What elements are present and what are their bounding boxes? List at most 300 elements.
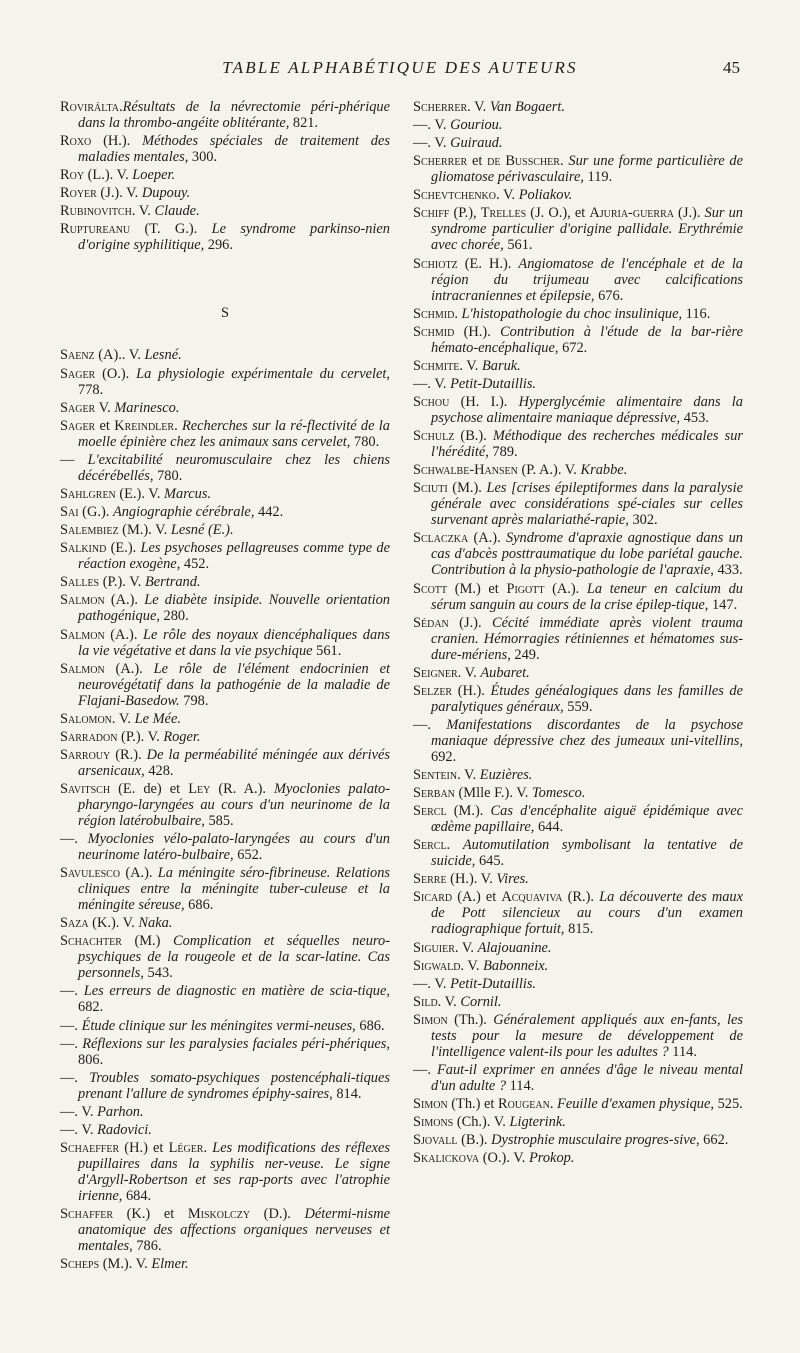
index-entry <box>413 615 743 663</box>
entry-connector: (P.). V. <box>117 728 164 745</box>
index-entry <box>413 205 743 253</box>
entry-page-ref: 645. <box>475 853 505 870</box>
entry-title: Cécité immédiate après violent trauma cranien. Hémorragies rétiniennes et hématomes sus-dure-mériens, <box>431 614 743 663</box>
index-entry <box>60 627 390 659</box>
entry-author: Sigwald. <box>413 957 465 974</box>
index-entry <box>413 1150 743 1166</box>
entry-author: Serre <box>413 871 447 888</box>
entry-author: Schwalbe-Hansen <box>413 462 518 479</box>
index-entry <box>413 480 743 528</box>
entry-author: Sager <box>60 365 96 382</box>
entry-connector: (A).. V. <box>94 347 145 364</box>
entry-title: Babonneix. <box>483 957 549 974</box>
entry-page-ref: 672. <box>558 339 588 356</box>
entry-title: Parhon. <box>97 1103 144 1120</box>
entry-title: Cornil. <box>460 993 502 1010</box>
entry-title: Lesné. <box>144 347 182 364</box>
entry-title: Dystrophie musculaire progres-sive, <box>491 1132 700 1149</box>
entry-title: L'histopathologie du choc insulinique, <box>461 305 683 322</box>
index-entry <box>413 683 743 715</box>
entry-connector: (B.). <box>454 428 493 445</box>
entry-title: Poliakov. <box>518 187 573 204</box>
entry-title: Le Mée. <box>134 710 181 727</box>
entry-title: Roger. <box>163 728 201 745</box>
entry-page-ref: 780. <box>350 433 380 450</box>
entry-author: Sager <box>60 399 96 416</box>
entry-connector: (H.). <box>452 682 491 699</box>
entry-author: Sclaczka <box>413 530 469 547</box>
index-entry <box>60 522 390 538</box>
index-entry <box>413 581 743 613</box>
index-entry <box>60 592 390 624</box>
entry-connector: (O.). V. <box>479 1150 529 1167</box>
index-entry <box>413 256 743 304</box>
index-entry <box>413 665 743 681</box>
entry-author: Sentein. <box>413 766 461 783</box>
index-entry <box>60 574 390 590</box>
entry-author: —. <box>60 831 78 848</box>
entry-connector <box>450 837 463 853</box>
entry-page-ref: 815. <box>564 921 594 938</box>
entry-page-ref: 442. <box>254 504 284 521</box>
entry-page-ref: 692. <box>431 748 457 765</box>
entry-connector: (H.). V. <box>446 871 497 888</box>
entry-author: —. <box>60 1017 78 1034</box>
entry-connector: V. <box>431 975 451 992</box>
entry-connector: V. <box>431 135 451 152</box>
entry-connector: (A.). <box>544 580 587 597</box>
entry-connector: (J.). <box>448 614 492 631</box>
entry-connector: (P. A.). V. <box>517 462 581 479</box>
entry-title: Les modifications des réflexes pupillaires dans la syphilis ner-veuse. Le signe d'Argyll-Robertson et ses rap-ports avec l'atrophie irienne, <box>78 1140 390 1204</box>
entry-coauthor: Kreindler. <box>114 417 178 434</box>
entry-connector: (M.) <box>121 933 173 950</box>
page-number: 45 <box>723 58 740 77</box>
index-entry <box>60 661 390 709</box>
entry-coauthor: Ley <box>188 780 211 797</box>
index-entry <box>60 486 390 502</box>
entry-title: Radovici. <box>97 1121 152 1138</box>
entry-connector <box>78 831 88 847</box>
entry-title: La teneur en calcium du sérum sanguin au cours de la crise épilep-tique, <box>431 580 743 613</box>
entry-page-ref: 780. <box>153 467 183 484</box>
entry-connector: V. <box>115 710 135 727</box>
entry-author: —. <box>60 983 78 1000</box>
entry-connector: V. <box>431 375 451 392</box>
entry-author: Saenz <box>60 347 95 364</box>
index-entry <box>413 837 743 869</box>
entry-author: Royer <box>60 185 97 202</box>
entry-title: Cas d'encéphalite aiguë épidémique avec œdème papillaire, <box>431 803 743 836</box>
entry-connector: (J.). V. <box>96 185 142 202</box>
entry-connector: (M.). <box>446 803 491 820</box>
entry-page-ref: 114. <box>506 1078 535 1094</box>
index-entry <box>60 400 390 416</box>
entry-connector: (Th.) et <box>447 1096 499 1113</box>
entry-title: Petit-Dutaillis. <box>450 975 537 992</box>
entry-title: Angiomatose de l'encéphale et de la région du trijumeau avec calcifications intracraniennes et épilepsie, <box>431 255 744 304</box>
index-entry <box>60 347 390 363</box>
index-entry <box>413 1132 743 1148</box>
entry-title: Automutilation symbolisant la tentative de suicide, <box>431 837 743 870</box>
entry-author: Schaffer <box>60 1206 114 1223</box>
index-entry <box>60 1206 390 1254</box>
entry-author: Sild. <box>413 993 442 1010</box>
entry-author: Roy <box>60 167 85 184</box>
entry-connector: (M.) et <box>447 580 507 597</box>
entry-author: Schmite. <box>413 357 463 374</box>
entry-title: Aubaret. <box>480 664 530 681</box>
index-entry <box>413 135 743 151</box>
entry-title: Lesné (E.). <box>170 522 234 539</box>
index-entry <box>413 117 743 133</box>
entry-title: La méningite séro-fibrineuse. Relations cliniques entre la méningite tuber-culeuse et la méningite séreuse, <box>78 865 391 914</box>
index-entry <box>60 1122 390 1138</box>
entry-author: Saza <box>60 915 89 932</box>
entry-author: Sédan <box>413 614 449 631</box>
entry-connector: (E. de) et <box>110 780 189 797</box>
entry-author: Schachter <box>60 933 122 950</box>
index-entry <box>60 1256 390 1272</box>
index-entry <box>413 462 743 478</box>
entry-connector: et <box>95 417 115 434</box>
entry-connector: V. <box>460 766 480 783</box>
entry-title: Feuille d'examen physique, <box>553 1096 714 1113</box>
entry-title: Tomesco. <box>531 785 586 802</box>
entry-page-ref: 686. <box>184 897 214 914</box>
entry-title: Hyperglycémie alimentaire dans la psychose alimentaire maniaque dépressive, <box>431 394 743 427</box>
index-entry <box>413 530 743 578</box>
entry-author: Schmid. <box>413 305 458 322</box>
entry-connector: (L.). V. <box>84 167 133 184</box>
entry-title: Faut-il exprimer en années d'âge le niveau mental d'un adulte ? <box>431 1062 743 1094</box>
index-entry <box>413 394 743 426</box>
entry-page-ref: 543. <box>143 965 173 982</box>
entry-title: Les psychoses pellagreuses comme type de réaction exogène, <box>78 540 390 573</box>
entry-title: L'excitabilité neuromusculaire chez les chiens décérébellés, <box>78 451 390 484</box>
entry-page-ref: 561. <box>312 642 342 659</box>
index-entry <box>60 1070 390 1102</box>
entry-author: Schaeffer <box>60 1140 120 1156</box>
entry-title: Le rôle de l'élément endocrinien et neurovégétatif dans la pathogénie de la maladie de Flajani-Basedow. <box>78 660 390 709</box>
entry-author: Scott <box>413 580 448 597</box>
index-entry <box>60 504 390 520</box>
entry-title: Résultats de la névrectomie péri-phérique dans la thrombo-angéite oblitérante, <box>78 99 390 131</box>
entry-author: Salmon <box>60 660 105 677</box>
index-entry <box>60 203 390 219</box>
entry-page-ref: 452. <box>180 556 210 573</box>
entry-author: —. <box>60 1069 78 1086</box>
running-title: TABLE ALPHABÉTIQUE DES AUTEURS <box>222 58 578 77</box>
entry-connector <box>78 1070 89 1086</box>
entry-author: Savulesco <box>60 865 121 882</box>
entry-connector: (R. A.). <box>210 780 275 797</box>
entry-author: Salmon <box>60 626 105 643</box>
entry-author: —. <box>60 1035 78 1052</box>
entry-connector: (Ch.). V. <box>453 1114 510 1131</box>
entry-author: Sahlgren <box>60 485 116 502</box>
entry-connector: (O.). <box>95 365 137 382</box>
page-header <box>60 58 740 82</box>
entry-page-ref: 559. <box>563 698 593 715</box>
index-entry <box>60 831 390 863</box>
entry-title: Le rôle des noyaux diencéphaliques dans la vie végétative et dans la vie psychique <box>78 626 390 659</box>
entry-page-ref: 249. <box>510 646 540 663</box>
index-entry <box>413 99 743 115</box>
entry-title: Myoclonies palato-pharyngo-laryngées au cours d'un neurinome de la région latérobulbaire, <box>78 780 390 829</box>
entry-title: Alajouanine. <box>477 939 552 956</box>
entry-title: La physiologie expérimentale du cervelet, <box>136 365 390 382</box>
entry-page-ref: 119. <box>583 169 613 186</box>
entry-page-ref: 585. <box>204 812 234 829</box>
entry-connector: V. <box>462 357 483 374</box>
entry-title: Contribution à l'étude de la bar-rière hémato-encéphalique, <box>431 323 743 356</box>
entry-coauthor: Pigott <box>506 580 545 597</box>
index-entry <box>413 717 743 765</box>
entry-page-ref: 561. <box>503 237 533 254</box>
entry-author: Scherrer <box>413 153 468 170</box>
index-entry <box>413 376 743 392</box>
entry-connector: (A.). <box>104 660 154 677</box>
entry-title: Les [crises épileptiformes dans la paralysie générale avec considérations spé-ciales sur celles survenant après malariathé-rapie, <box>431 480 743 529</box>
entry-title: Guiraud. <box>450 135 503 152</box>
index-entry <box>413 358 743 374</box>
entry-title: Baruk. <box>482 357 521 374</box>
entry-title: De la perméabilité méningée aux dérivés arsenicaux, <box>78 746 390 779</box>
entry-author: —. <box>413 1062 431 1078</box>
entry-author: Rubinovitch. <box>60 203 136 220</box>
entry-author: —. <box>413 375 431 392</box>
entry-title: La découverte des maux de Pott silencieux au cours d'un examen radiographique fortuit, <box>431 889 743 938</box>
index-entry <box>413 428 743 460</box>
entry-title: Gouriou. <box>450 117 503 134</box>
index-entry <box>413 187 743 203</box>
entry-connector: (H.). <box>454 323 501 340</box>
index-entry <box>60 185 390 201</box>
index-entry <box>60 366 390 398</box>
index-entry <box>413 1062 743 1094</box>
entry-page-ref: 116. <box>682 305 711 322</box>
entry-author: Sai <box>60 504 79 521</box>
entry-title: Naka. <box>138 915 173 932</box>
index-entry <box>413 785 743 801</box>
index-entry <box>413 958 743 974</box>
entry-connector: (J.). <box>673 205 705 222</box>
entry-title: Méthodes spéciales de traitement des maladies mentales, <box>78 133 390 166</box>
entry-page-ref: 778. <box>78 381 104 398</box>
entry-title: Études généalogiques dans les familles de paralytiques généraux, <box>431 682 743 715</box>
entry-author: Scherrer. <box>413 99 471 115</box>
index-entry <box>60 781 390 829</box>
entry-author: Roxo <box>60 133 92 150</box>
entry-author: Sicard <box>413 889 453 906</box>
entry-title: Étude clinique sur les méningites vermi-neuses, <box>81 1017 356 1034</box>
entry-connector: (G.). <box>78 504 113 521</box>
entry-author: Schiff <box>413 205 450 222</box>
entry-connector: V. <box>499 187 519 204</box>
entry-page-ref: 806. <box>78 1051 104 1068</box>
entry-connector: (H.) et <box>119 1140 169 1156</box>
entry-page-ref: 652. <box>233 847 263 864</box>
entry-connector <box>74 452 87 468</box>
entry-connector <box>431 717 446 733</box>
entry-author: Salmon <box>60 592 105 609</box>
entry-title: Claude. <box>154 203 200 220</box>
index-entry <box>413 767 743 783</box>
entry-coauthor: Trelles <box>480 205 527 222</box>
entry-title: Les erreurs de diagnostic en matière de scia-tique, <box>83 983 390 1000</box>
entry-coauthor: Acquaviva <box>501 889 563 906</box>
index-entry <box>60 167 390 183</box>
entry-connector: (T. G.). <box>130 221 212 238</box>
entry-title: Manifestations discordantes de la psychose maniaque dépressive chez des jumeaux uni-vitellins, <box>431 716 743 749</box>
index-entry <box>413 1114 743 1130</box>
entry-page-ref: 684. <box>122 1188 152 1204</box>
entry-title: Van Bogaert. <box>489 99 565 115</box>
entry-connector: et <box>467 153 488 170</box>
entry-coauthor: Ajuria-guerra <box>589 205 674 222</box>
index-entry <box>60 1036 390 1068</box>
entry-title: Le diabète insipide. Nouvelle orientation pathogénique, <box>78 592 390 625</box>
index-entry <box>413 803 743 835</box>
index-entry <box>60 418 390 450</box>
entry-author: Sercl <box>413 803 447 820</box>
section-letter-s: S <box>220 305 229 322</box>
entry-title: Ligterink. <box>509 1114 566 1131</box>
entry-author: Selzer <box>413 682 453 699</box>
entry-author: Sercl. <box>413 837 451 854</box>
index-entry <box>413 1012 743 1060</box>
entry-title: Recherches sur la ré-flectivité de la moelle épinière chez les animaux sans cervelet, <box>78 417 390 450</box>
entry-page-ref: 676. <box>594 287 624 304</box>
entry-author: Scheps <box>60 1256 100 1273</box>
entry-author: Savitsch <box>60 780 111 797</box>
entry-connector: (A.). <box>104 592 145 609</box>
entry-title: Détermi-nisme anatomique des affections organiques nerveuses et mentales, <box>78 1206 390 1255</box>
entry-title: Troubles somato-psychiques postencéphali-tiques prenant l'allure de syndromes épiphy-saires, <box>78 1069 390 1102</box>
entry-page-ref: 662. <box>699 1132 729 1149</box>
entry-connector: (E. H.). <box>457 255 519 272</box>
entry-connector: (K.) et <box>113 1206 188 1223</box>
entry-connector: V. <box>78 1121 98 1138</box>
entry-title: Généralement appliqués aux en-fants, les tests pour la mesure de développement de l'intelligence valent-ils pour les adultes ? <box>431 1011 744 1060</box>
entry-page-ref: 302. <box>628 512 658 529</box>
entry-author: Sager <box>60 417 96 434</box>
entry-author: Schmid <box>413 323 455 340</box>
index-entry <box>60 133 390 165</box>
index-entry <box>413 306 743 322</box>
entry-author: Schevtchenko. <box>413 187 500 204</box>
entry-connector: V. <box>431 117 451 134</box>
entry-author: —. <box>413 716 431 733</box>
entry-connector: V. <box>95 399 115 416</box>
index-entry <box>60 221 390 253</box>
entry-page-ref: 786. <box>132 1238 162 1255</box>
entry-page-ref: 114. <box>668 1043 697 1060</box>
entry-page-ref: 453. <box>680 410 709 427</box>
entry-connector: (D.). <box>250 1206 305 1223</box>
entry-connector: (K.). V. <box>88 915 139 932</box>
entry-page-ref: 814. <box>332 1085 362 1102</box>
entry-author: —. <box>413 117 431 134</box>
entry-author: Simons <box>413 1114 454 1131</box>
entry-title: Myoclonies vélo-palato-laryngées au cours d'un neurinome latéro-bulbaire, <box>78 831 390 864</box>
entry-connector: (E.). <box>106 540 141 557</box>
entry-author: Siguier. <box>413 939 459 956</box>
entry-connector: (A.). <box>104 626 144 643</box>
entry-connector: (E.). V. <box>115 485 165 502</box>
index-entry <box>60 933 390 981</box>
entry-connector: (R.). <box>562 889 600 906</box>
entry-page-ref: 686. <box>355 1017 385 1034</box>
entry-page-ref: 428. <box>144 762 174 779</box>
entry-author: Serban <box>413 785 455 802</box>
entry-connector: (M.). V. <box>118 522 171 539</box>
entry-coauthor: Miskolczy <box>187 1206 251 1223</box>
entry-author: —. <box>60 1121 78 1138</box>
entry-title: Sur un syndrome particulier d'origine pallidale. Erythrémie avec chorée, <box>431 205 744 254</box>
entry-page-ref: 821. <box>289 115 319 131</box>
entry-connector: (P.). V. <box>99 574 145 591</box>
entry-title: Sur une forme particulière de gliomatose périvasculaire, <box>431 153 743 186</box>
entries-s-group-left <box>60 347 390 1272</box>
entry-title: Syndrome d'apraxie agnostique dans un cas d'abcès posttraumatique du lobe pariétal gauche. Contribution à la physio-pathologie de l'apraxie, <box>431 530 743 579</box>
index-entry <box>413 153 743 185</box>
entry-connector: (A.). <box>468 530 506 547</box>
index-entry <box>413 940 743 956</box>
entry-author: Rovirálta. <box>60 99 123 115</box>
entry-author: Skalickova <box>413 1150 480 1167</box>
entry-connector: (R.). <box>110 746 147 763</box>
index-entry <box>413 871 743 887</box>
entry-author: Ruptureanu <box>60 221 131 238</box>
entry-connector: (A.) et <box>452 889 502 906</box>
entry-connector: V. <box>441 993 461 1010</box>
entry-title: Petit-Dutaillis. <box>450 375 537 392</box>
entry-title: Angiographie cérébrale, <box>112 504 255 521</box>
entry-author: —. <box>413 135 431 152</box>
entry-title: Vires. <box>496 871 529 888</box>
entry-title: Krabbe. <box>580 462 628 479</box>
entry-connector: (P.), <box>449 205 481 222</box>
entry-author: Sarradon <box>60 728 118 745</box>
entry-author: Salembiez <box>60 522 119 539</box>
entry-author: Schiotz <box>413 255 458 272</box>
entry-connector: (Th.). <box>447 1011 494 1028</box>
entry-page-ref: 525. <box>713 1096 743 1113</box>
index-entry <box>60 1018 390 1034</box>
index-entry <box>60 99 390 131</box>
entry-title: Elmer. <box>151 1256 189 1273</box>
entry-author: Sarrouy <box>60 746 111 763</box>
entry-author: Seigner. <box>413 664 462 681</box>
index-entry <box>60 983 390 1015</box>
entry-author: —. <box>413 975 431 992</box>
entry-page-ref: 644. <box>534 819 564 836</box>
entry-author: Schulz <box>413 428 455 445</box>
entry-coauthor: de Busscher. <box>487 153 564 170</box>
entry-connector: V. <box>135 203 155 220</box>
index-entry <box>413 324 743 356</box>
index-entry <box>413 976 743 992</box>
entry-title: Marinesco. <box>114 399 180 416</box>
entry-title: Marcus. <box>164 485 212 502</box>
index-entry <box>413 1096 743 1112</box>
entry-connector: V. <box>464 957 484 974</box>
index-entry <box>60 452 390 484</box>
entry-title: Le syndrome parkinso-nien d'origine syphilitique, <box>78 221 390 254</box>
entries-s-group-right <box>413 99 743 1166</box>
